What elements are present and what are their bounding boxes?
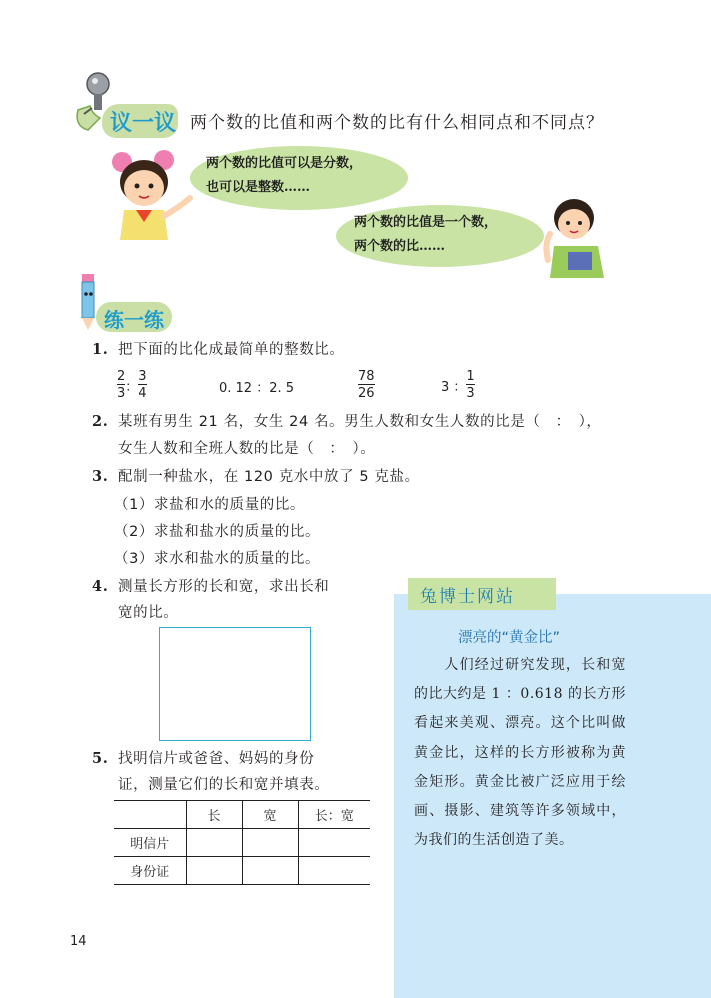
- table-cell[interactable]: [186, 857, 242, 885]
- q1-item-d: [441, 369, 475, 401]
- table-row-label: 明信片: [114, 829, 186, 857]
- q1-fraction-d: [466, 369, 474, 401]
- sidebar-tab-label: 兔博士网站: [420, 587, 515, 607]
- q1-item-c: [358, 369, 375, 401]
- sidebar-title: 漂亮的“黄金比”: [458, 630, 561, 646]
- q1-fraction-c: [358, 369, 375, 401]
- q1-item-a: [117, 369, 147, 401]
- q1-fraction-a2: [138, 369, 146, 401]
- practice-title: 练一练: [104, 308, 164, 332]
- frac-den: 3: [117, 386, 126, 401]
- table-cell[interactable]: [298, 829, 370, 857]
- q5-number: 5.: [92, 750, 109, 767]
- q2-number: 2.: [92, 413, 109, 430]
- q3: [92, 467, 420, 487]
- q3-text: 配制一种盐水，在 120 克水中放了 5 克盐。: [118, 469, 420, 485]
- girl-illustration: [106, 146, 196, 240]
- table-header-width: 宽: [242, 801, 298, 829]
- boy-bubble-text: [354, 211, 497, 259]
- table-header-length: 长: [186, 801, 242, 829]
- boy-bubble-line-2: 两个数的比……: [354, 239, 446, 254]
- boy-illustration: [538, 196, 608, 278]
- frac-num: 3: [138, 369, 147, 384]
- table-cell[interactable]: [242, 857, 298, 885]
- q1-number: 1.: [92, 341, 109, 358]
- girl-bubble-line-2: 也可以是整数……: [206, 180, 311, 195]
- sidebar-body: 人们经过研究发现，长和宽的比大约是 1 ：0.618 的长方形看起来美观、漂亮。这个比叫做黄金比，这样的长方形被称为黄金矩形。黄金比被广泛应用于绘画、摄影、建筑等许多领域中，为我们的生活创造了美。: [414, 657, 626, 849]
- frac-num: 78: [358, 369, 375, 384]
- boy-bubble-line-1: 两个数的比值是一个数，: [354, 215, 498, 230]
- colon: ：: [125, 379, 139, 395]
- q4-number: 4.: [92, 578, 109, 595]
- frac-den: 26: [358, 386, 375, 401]
- frac-den: 3: [466, 386, 475, 401]
- table-row: [114, 857, 370, 885]
- discuss-title: 议一议: [110, 111, 177, 136]
- q4-line-2: 宽的比。: [118, 605, 179, 621]
- girl-bubble-text: [206, 152, 362, 200]
- frac-num: 1: [466, 369, 475, 384]
- q1: [92, 340, 345, 360]
- q1-item-b: 0. 12 ：2. 5: [219, 381, 295, 396]
- q5-line-2: 证，测量它们的长和宽并填表。: [118, 777, 330, 793]
- q1-fraction-a1: [117, 369, 125, 401]
- girl-bubble-line-1: 两个数的比值可以是分数，: [206, 156, 363, 171]
- table-cell[interactable]: [186, 829, 242, 857]
- table-header-blank: [114, 801, 186, 829]
- measure-rectangle: [159, 627, 311, 741]
- q3-sub-1: （1）求盐和水的质量的比。: [114, 497, 306, 513]
- q3-number: 3.: [92, 468, 109, 485]
- table-header-ratio: 长：宽: [298, 801, 370, 829]
- measurement-table: [114, 800, 370, 885]
- table-row: [114, 829, 370, 857]
- table-cell[interactable]: [242, 829, 298, 857]
- q3-sub-3: （3）求水和盐水的质量的比。: [114, 551, 321, 567]
- table-header-row: [114, 801, 370, 829]
- q4: [92, 577, 329, 597]
- table-cell[interactable]: [298, 857, 370, 885]
- frac-den: 4: [138, 386, 147, 401]
- q3-sub-2: （2）求盐和盐水的质量的比。: [114, 524, 321, 540]
- q4-line-1: 测量长方形的长和宽，求出长和: [118, 579, 330, 595]
- q2-line-2: 女生人数和全班人数的比是（ ： ）。: [118, 441, 376, 457]
- q5-line-1: 找明信片或爸爸、妈妈的身份: [118, 751, 315, 767]
- frac-num: 2: [117, 369, 126, 384]
- q2-line-1: 某班有男生 21 名，女生 24 名。男生人数和女生人数的比是（ ： ），: [118, 414, 602, 430]
- discuss-question: 两个数的比值和两个数的比有什么相同点和不同点？: [190, 113, 604, 133]
- page-number: 14: [70, 934, 87, 949]
- table-row-label: 身份证: [114, 857, 186, 885]
- q1-text: 把下面的比化成最简单的整数比。: [118, 342, 345, 358]
- ratio-left: 3 ：: [441, 379, 467, 395]
- q2: [92, 412, 602, 432]
- q5: [92, 749, 314, 769]
